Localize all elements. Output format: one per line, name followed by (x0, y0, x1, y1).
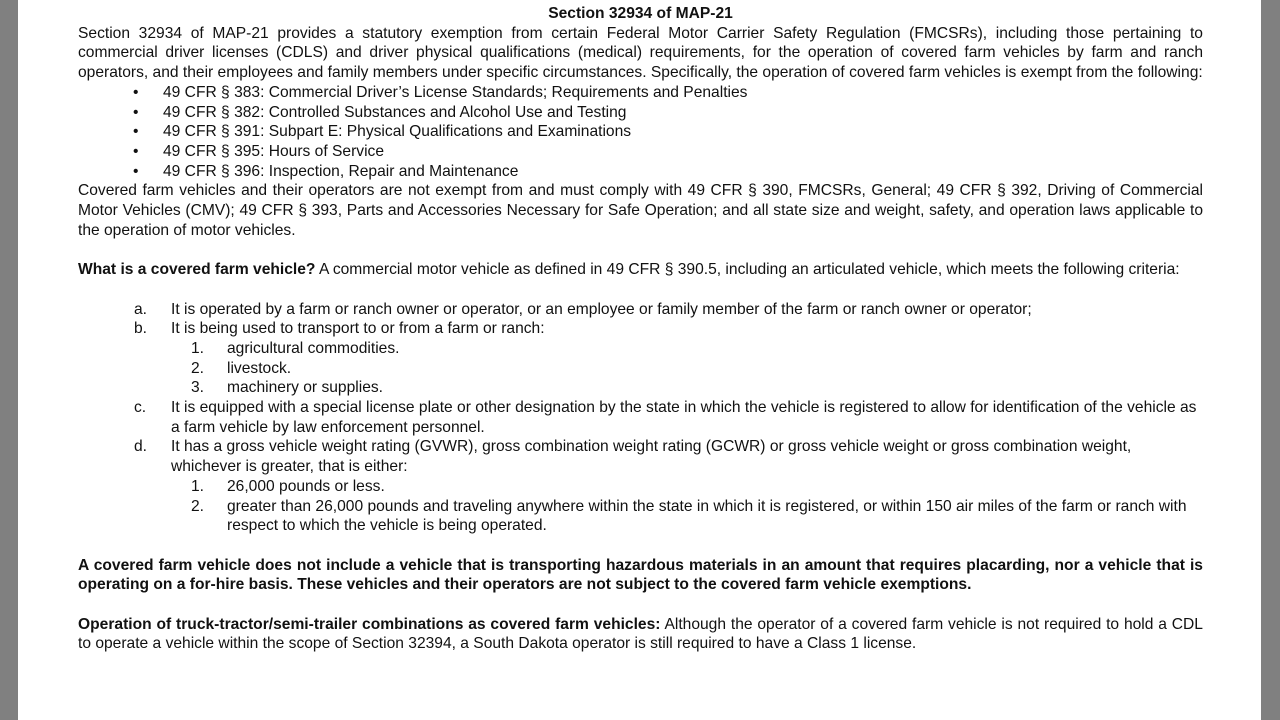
definition-text: A commercial motor vehicle as defined in 49 CFR § 390.5, including an articulated vehicle, which meets the following criteria: (315, 261, 1180, 279)
document-title: Section 32934 of MAP-21 (548, 5, 733, 22)
list-item-text: 49 CFR § 383: Commercial Driver’s License Standards; Requirements and Penalties (163, 83, 748, 101)
list-item (78, 103, 1203, 123)
sub-item (171, 378, 1203, 398)
bullet-marker: • (133, 123, 139, 141)
sub-item (171, 497, 1203, 536)
sub-marker: 1. (191, 339, 205, 357)
criteria-marker: b. (134, 320, 148, 338)
sub-text: 26,000 pounds or less. (227, 477, 385, 495)
criteria-text: It is equipped with a special license plate or other designation by the state in which the vehicle is registered to allow for identification of the vehicle as a farm vehicle by law enforcement personnel. (171, 399, 1197, 436)
sub-item (171, 477, 1203, 497)
sub-list (171, 477, 1203, 536)
list-item (78, 162, 1203, 182)
document-page (18, 0, 1261, 720)
definition-paragraph (78, 260, 1203, 280)
list-item-text: 49 CFR § 396: Inspection, Repair and Maintenance (163, 162, 519, 180)
criteria-item (78, 319, 1203, 398)
sub-text: agricultural commodities. (227, 339, 400, 357)
sub-marker: 1. (191, 477, 205, 495)
bullet-marker: • (133, 83, 139, 101)
list-item (78, 122, 1203, 142)
criteria-item (78, 300, 1203, 320)
exempt-list (78, 83, 1203, 182)
sub-marker: 2. (191, 497, 205, 515)
sub-marker: 3. (191, 379, 205, 397)
criteria-text: It has a gross vehicle weight rating (GVWR), gross combination weight rating (GCWR) or gross vehicle weight or gross combination weight, whichever is greater, that is either: (171, 438, 1132, 476)
criteria-marker: d. (134, 438, 148, 456)
sub-text: greater than 26,000 pounds and traveling anywhere within the state in which it is registered, or within 150 air miles of the farm or ranch with respect to which the vehicle is being operated. (227, 497, 1187, 535)
document-content (78, 4, 1203, 654)
list-item (78, 83, 1203, 103)
criteria-marker: a. (134, 300, 148, 318)
operation-text: Although the operator of a covered farm vehicle is not required to hold a CDL to operate a vehicle within the scope of Section 32394, a South Dakota operator is still required to have a Class 1 license. (78, 615, 1203, 653)
list-item-text: 49 CFR § 391: Subpart E: Physical Qualifications and Examinations (163, 123, 632, 141)
criteria-list (78, 300, 1203, 536)
sub-item (171, 359, 1203, 379)
criteria-text: It is being used to transport to or from a farm or ranch: (171, 320, 545, 338)
list-item (78, 142, 1203, 162)
criteria-text: It is operated by a farm or ranch owner or operator, or an employee or family member of the farm or ranch owner or operator; (171, 300, 1032, 318)
list-item-text: 49 CFR § 382: Controlled Substances and Alcohol Use and Testing (163, 103, 627, 121)
bullet-marker: • (133, 103, 139, 121)
sub-text: machinery or supplies. (227, 379, 384, 397)
definition-heading: What is a covered farm vehicle? (78, 261, 316, 279)
list-item-text: 49 CFR § 395: Hours of Service (163, 142, 385, 160)
sub-list (171, 339, 1203, 398)
exclusion-text: A covered farm vehicle does not include a vehicle that is transporting hazardous materials in an amount that requires placarding, nor a vehicle that is operating on a for-hire basis. These vehicles and their operators are not subject to the covered farm vehicle exemptions. (78, 556, 1203, 594)
sub-item (171, 339, 1203, 359)
criteria-marker: c. (134, 399, 147, 417)
bullet-marker: • (133, 142, 139, 160)
criteria-item (78, 437, 1203, 536)
operation-heading: Operation of truck-tractor/semi-trailer combinations as covered farm vehicles: (78, 615, 661, 633)
sub-marker: 2. (191, 359, 205, 377)
criteria-item (78, 398, 1203, 437)
exclusion-paragraph (78, 556, 1203, 595)
sub-text: livestock. (227, 359, 292, 377)
intro-paragraph: Section 32934 of MAP-21 provides a statutory exemption from certain Federal Motor Carrier Safety Regulation (FMCSRs), including those pertaining to commercial driver licenses (CDLS) and driver physical qualifications (medical) requirements, for the operation of covered farm vehicles by farm and ranch operators, and their employees and family members under specific circumstances. Specifically, the operation of covered farm vehicles is exempt from the following: (78, 24, 1203, 82)
not-exempt-paragraph: Covered farm vehicles and their operators are not exempt from and must comply with 49 CFR § 390, FMCSRs, General; 49 CFR § 392, Driving of Commercial Motor Vehicles (CMV); 49 CFR § 393, Parts and Accessories Necessary for Safe Operation; and all state size and weight, safety, and operation laws applicable to the operation of motor vehicles. (78, 182, 1203, 239)
operation-paragraph (78, 615, 1203, 654)
bullet-marker: • (133, 162, 139, 180)
